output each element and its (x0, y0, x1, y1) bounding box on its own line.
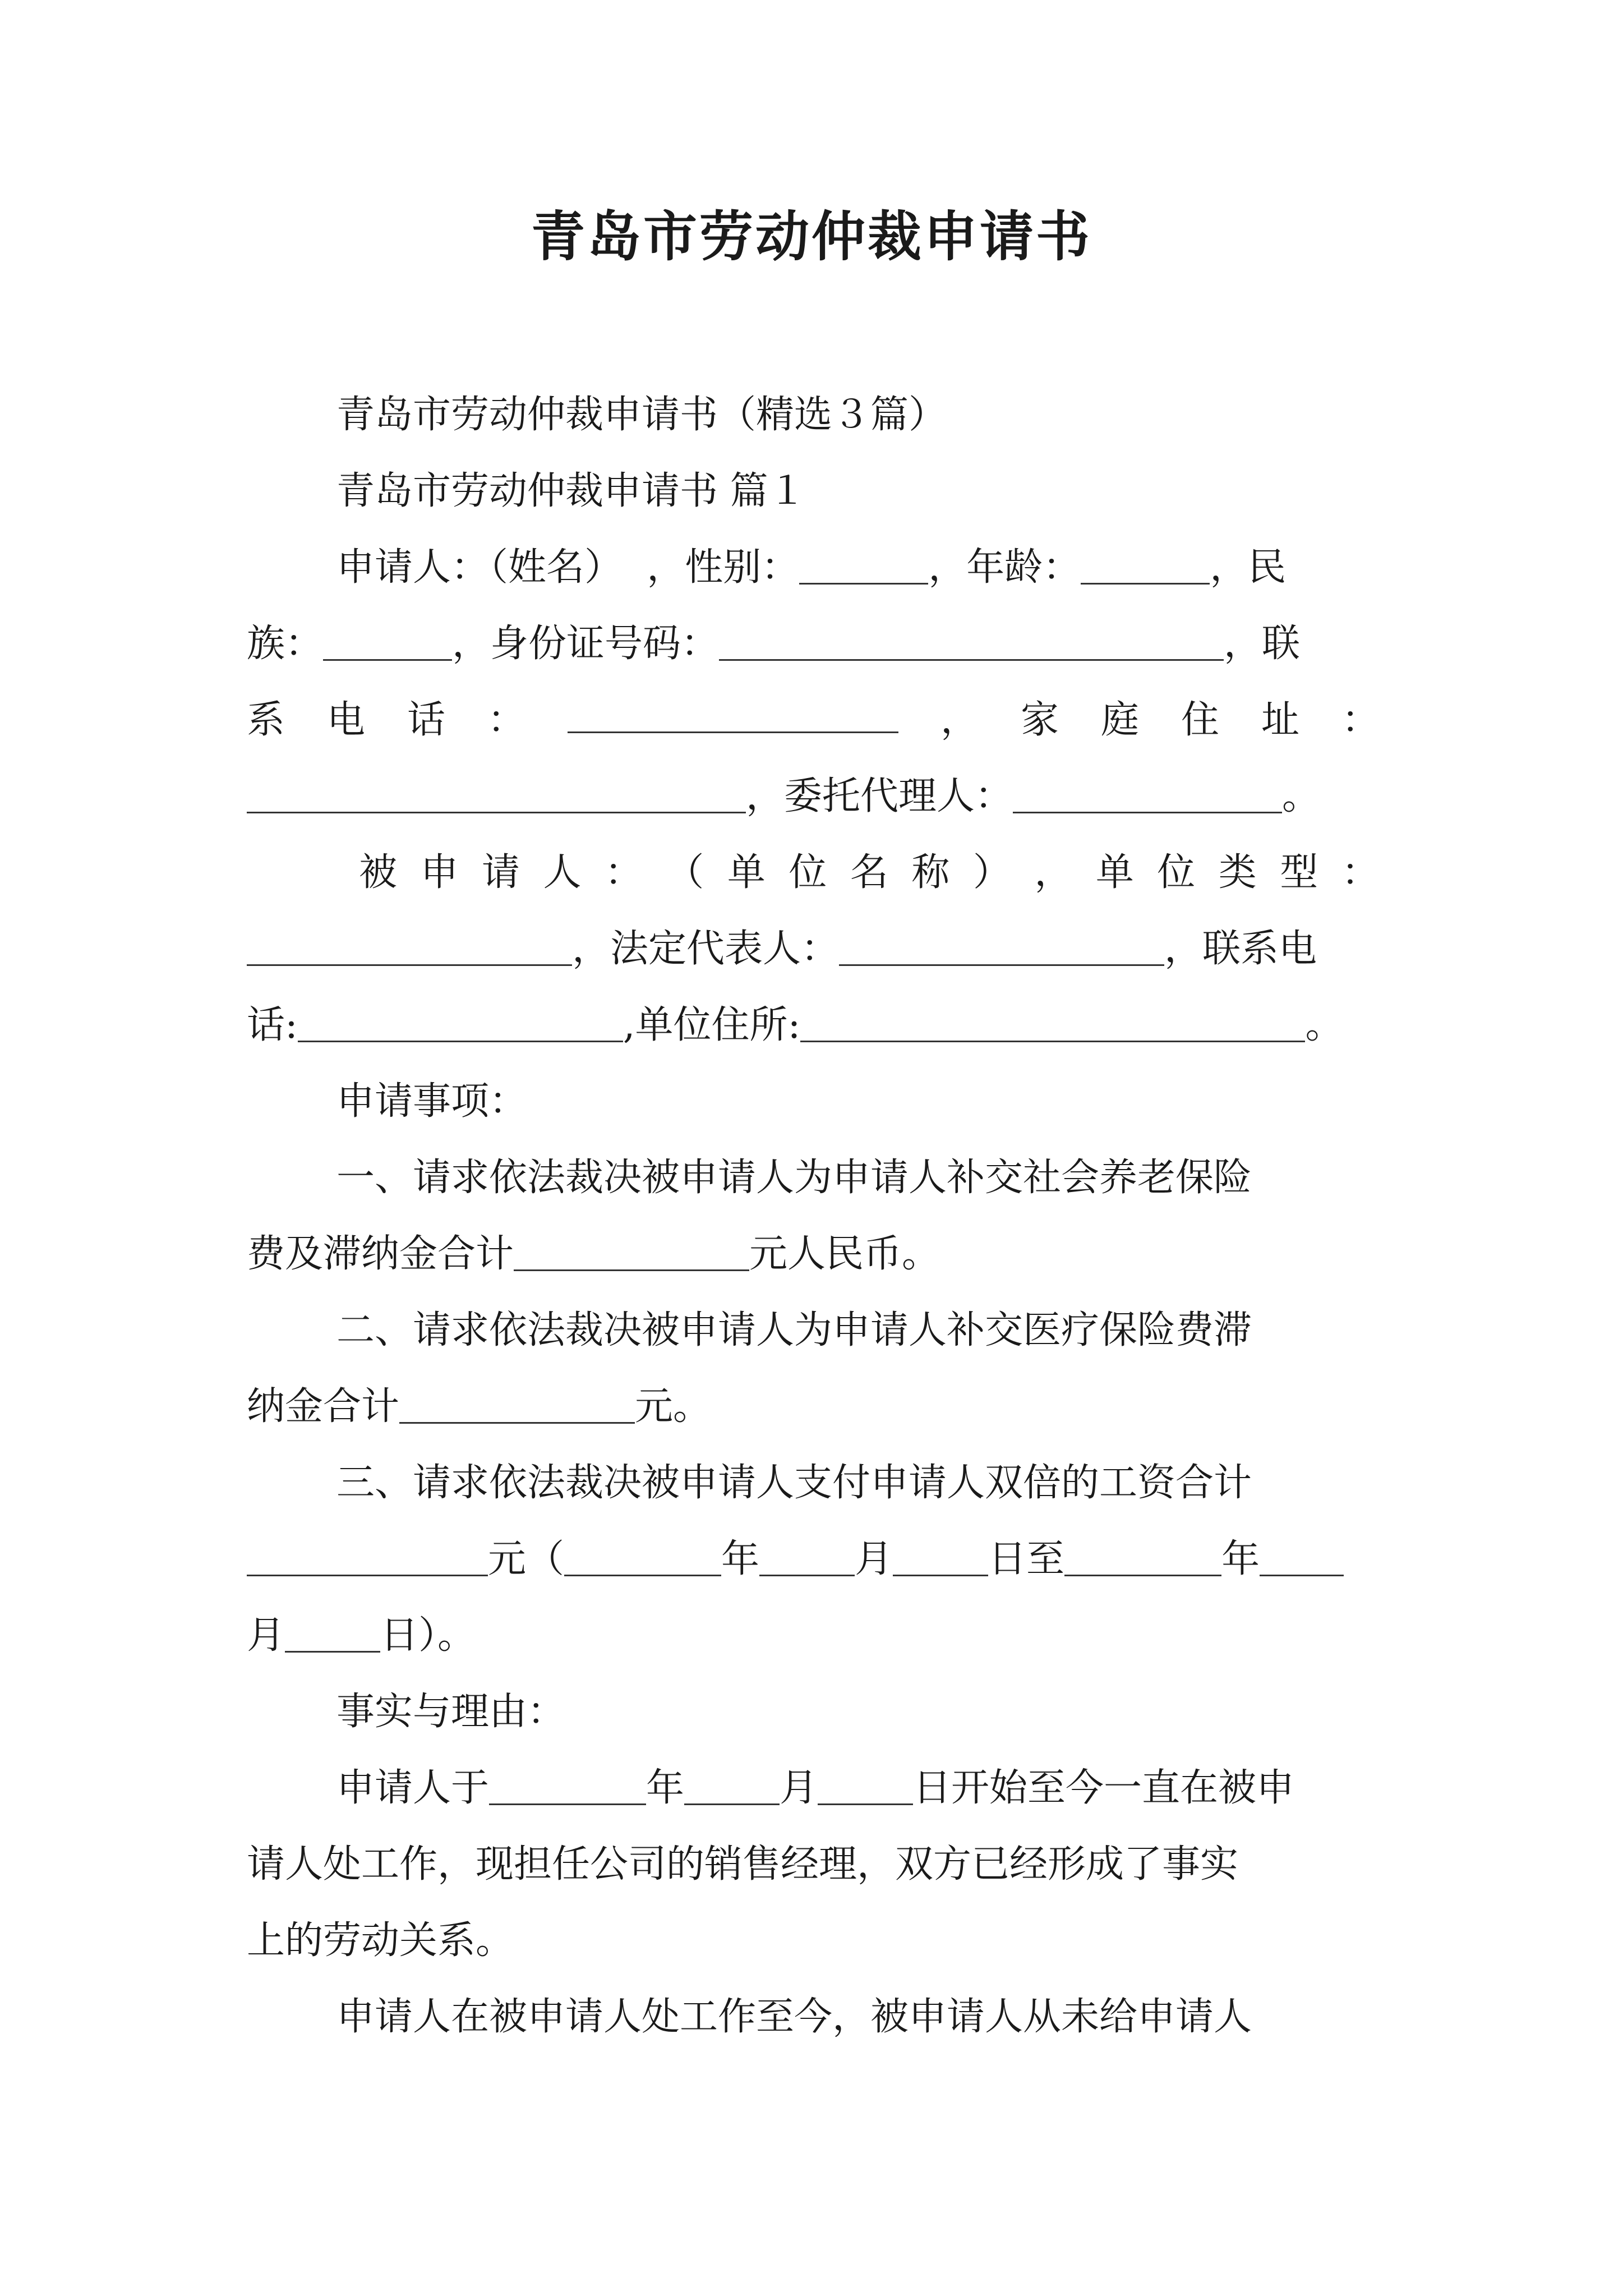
age-blank (1081, 544, 1210, 585)
applicant-line-2: 族： ，身份证号码： ，联 (247, 616, 1623, 672)
legal-rep-blank (839, 925, 1164, 966)
claims-heading: 申请事项： (336, 1079, 528, 1124)
facts-2-line-1: 申请人在被申请人处工作至今，被申请人从未给申请人 (336, 1995, 1252, 2039)
facts-1-line-2: 请人处工作，现担任公司的销售经理，双方已经形成了事实 (247, 1842, 1239, 1887)
claim-3-line-2: 元（ 年 月 日至 年 (247, 1531, 1623, 1588)
respondent-line-1: 被 申 请 人 ： （ 单 位 名 称 ） ， 单 位 类 型 ： (359, 850, 1380, 895)
document-title: 青岛市劳动仲裁申请书 (531, 205, 1092, 268)
subtitle: 青岛市劳动仲裁申请书（精选３篇） (336, 393, 947, 437)
ethnicity-blank (323, 620, 452, 661)
claim-3-line-1: 三、请求依法裁决被申请人支付申请人双倍的工资合计 (336, 1461, 1252, 1505)
respondent-line-2: ，法定代表人： ，联系电 (247, 921, 1623, 977)
facts-1-line-3: 上的劳动关系。 (247, 1918, 514, 1963)
claim-3-line-3: 月 日）。 (247, 1608, 1623, 1664)
applicant-line-1: 申请人：（姓名） ，性别： ，年龄： ，民 (336, 540, 1623, 596)
claim-2-line-1: 二、请求依法裁决被申请人为申请人补交医疗保险费滞 (336, 1308, 1252, 1352)
claim-2-line-2: 纳金合计 元。 (247, 1379, 1623, 1435)
claim-1-line-2: 费及滞纳金合计 元人民币。 (247, 1226, 1623, 1282)
claim-1-line-1: 一、请求依法裁决被申请人为申请人补交社会养老保险 (336, 1156, 1252, 1200)
gender-blank (799, 544, 928, 585)
facts-heading: 事实与理由： (336, 1690, 566, 1734)
medical-amount-blank (399, 1383, 635, 1424)
section-heading: 青岛市劳动仲裁申请书 篇１ (336, 469, 806, 513)
id-number-blank (719, 620, 1224, 661)
unit-type-blank (247, 925, 572, 966)
phone-blank (568, 692, 898, 733)
facts-1-line-1: 申请人于 年 月 日开始至今一直在被申 (336, 1760, 1623, 1816)
address-blank (247, 772, 746, 813)
wage-amount-blank (247, 1535, 488, 1576)
agent-blank (1013, 772, 1282, 813)
unit-address-blank (800, 1001, 1305, 1042)
respondent-line-3: 话: ,单位住所: 。 (247, 997, 1623, 1053)
respondent-phone-blank (298, 1001, 623, 1042)
applicant-line-3: 系 电 话 ： ， 家 庭 住 址 ： (247, 692, 1380, 748)
pension-amount-blank (514, 1230, 749, 1271)
applicant-line-4: ，委托代理人： 。 (247, 769, 1623, 825)
